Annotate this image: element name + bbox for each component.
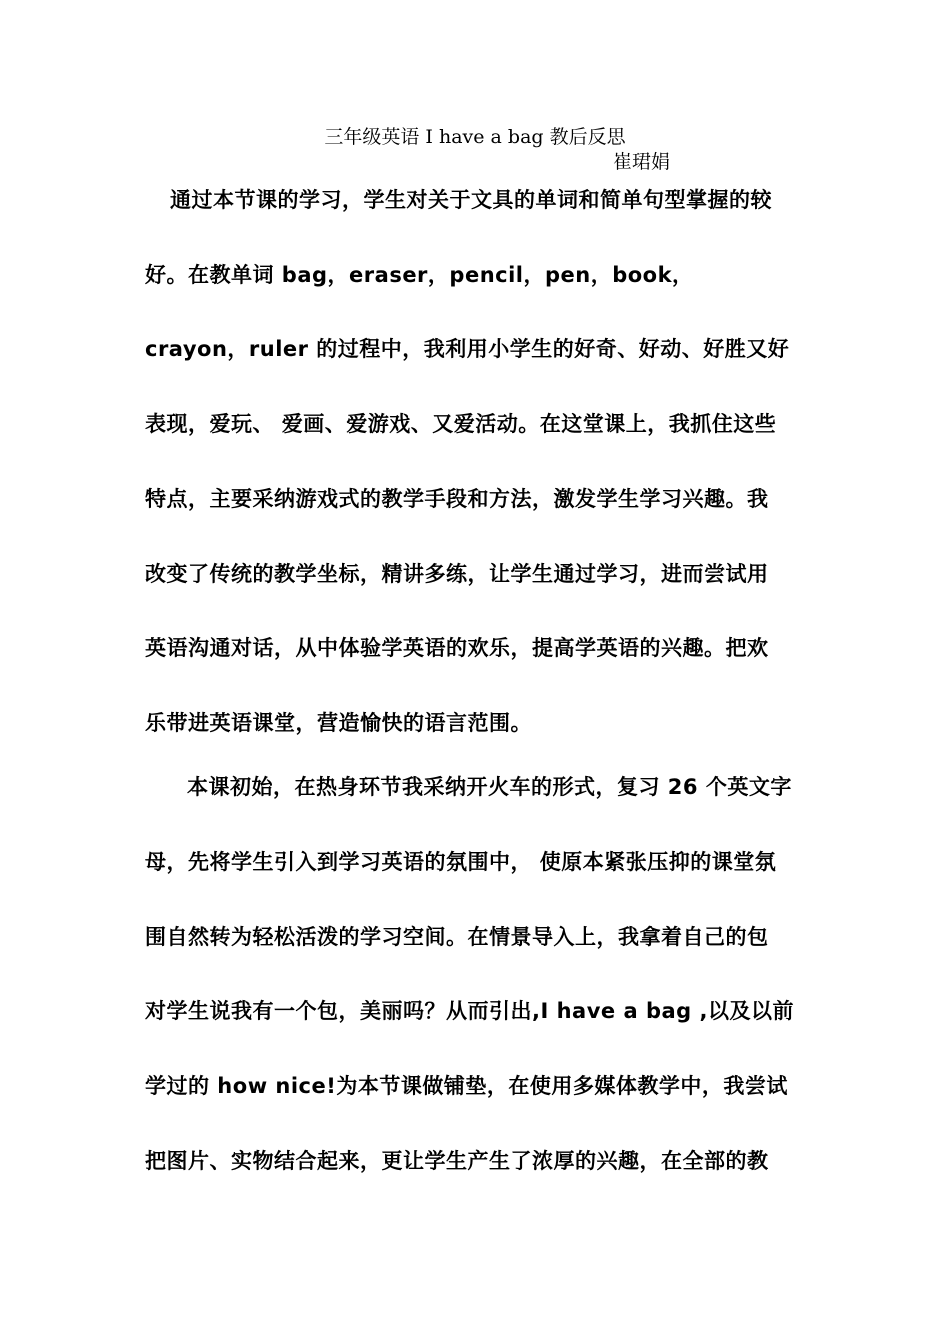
paragraph-line: 围自然转为轻松活泼的学习空间。在情景导入上，我拿着自己的包	[145, 925, 769, 949]
paragraph-line: 对学生说我有一个包，美丽吗？从而引出,I have a bag ,以及以前	[145, 999, 794, 1023]
paragraph-line: 本课初始，在热身环节我采纳开火车的形式，复习 26 个英文字	[187, 775, 792, 799]
paragraph-line: 好。在教单词 bag，eraser，pencil，pen，book，	[145, 263, 694, 287]
paragraph-line: 特点，主要采纳游戏式的教学手段和方法，激发学生学习兴趣。我	[145, 487, 769, 511]
paragraph-line: 乐带进英语课堂，营造愉快的语言范围。	[145, 711, 532, 735]
paragraph-line: 通过本节课的学习，学生对关于文具的单词和简单句型掌握的较	[170, 188, 772, 212]
paragraph-line: 英语沟通对话，从中体验学英语的欢乐，提高学英语的兴趣。把欢	[145, 636, 769, 660]
paragraph-line: 把图片、实物结合起来，更让学生产生了浓厚的兴趣，在全部的教	[145, 1149, 769, 1173]
document-title: 三年级英语 I have a bag 教后反思	[324, 126, 626, 148]
paragraph-line: 改变了传统的教学坐标，精讲多练，让学生通过学习，进而尝试用	[145, 562, 769, 586]
paragraph-line: 学过的 how nice!为本节课做铺垫，在使用多媒体教学中，我尝试	[145, 1074, 788, 1098]
paragraph-line: 表现，爱玩、 爱画、爱游戏、又爱活动。在这堂课上，我抓住这些	[145, 412, 777, 436]
document-author: 崔珺娟	[612, 151, 670, 173]
paragraph-line: crayon，ruler 的过程中，我利用小学生的好奇、好动、好胜又好	[145, 337, 790, 361]
paragraph-line: 母，先将学生引入到学习英语的氛围中， 使原本紧张压抑的课堂氛	[145, 850, 777, 874]
